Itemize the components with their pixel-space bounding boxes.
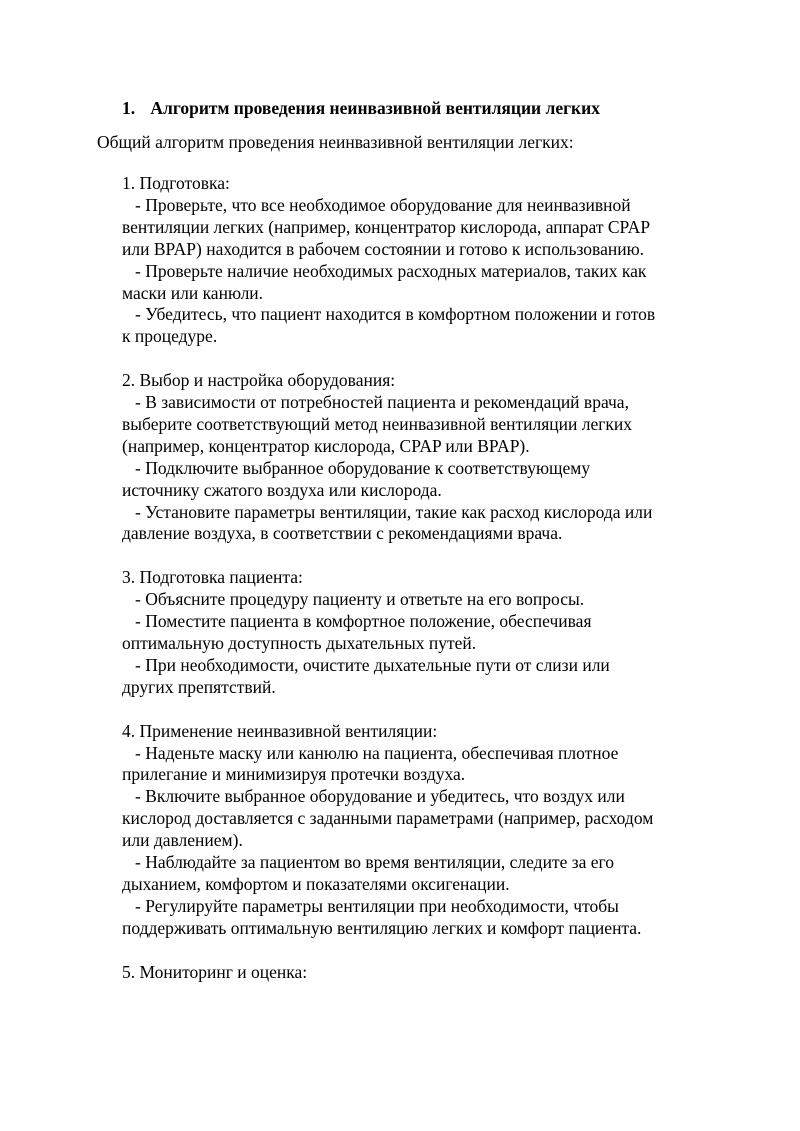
step-line [122,655,722,677]
step-line: кислород доставляется с заданными параметрами (например, расходом [122,808,654,829]
section-title: 2. Выбор и настройка оборудования: [122,370,396,391]
section-title: 1. Подготовка: [122,173,230,193]
step-line: источнику сжатого воздуха или кислорода. [122,479,442,500]
step-line: выберите соответствующий метод неинвазивной вентиляции легких [122,413,633,434]
section-title: 4. Применение неинвазивной вентиляции: [122,720,438,741]
step-text: - В зависимости от потребностей пациента и рекомендаций врача, [135,392,629,413]
heading-text: Алгоритм проведения неинвазивной вентиляции легких [150,98,600,118]
step-line: других препятствий. [122,676,276,697]
step-item [122,502,722,546]
step-line: или BPAP) находится в рабочем состоянии и готово к использованию. [122,238,645,259]
step-item [122,195,722,261]
step-line: к процедуре. [122,326,218,347]
step-text: - Подключите выбранное оборудование к соответствующему [135,457,591,478]
step-line [122,261,722,283]
step-text: - Объясните процедуру пациенту и ответьте на его вопросы. [135,589,585,610]
step-item [122,786,722,852]
step-line: поддерживать оптимальную вентиляцию легких и комфорт пациента. [122,917,642,938]
step-line [122,611,722,633]
step-item [122,896,722,940]
step-line: прилегание и минимизируя протечки воздуха. [122,764,466,785]
step-item [122,392,722,458]
step-text: - Установите параметры вентиляции, такие как расход кислорода или [135,501,653,522]
step-line: давление воздуха, в соответствии с рекомендациями врача. [122,523,563,544]
step-line [122,852,722,874]
step-line [122,896,722,918]
step-line [122,458,722,480]
step-text: - Убедитесь, что пациент находится в комфортном положении и готов [135,304,656,325]
heading-number: 1. [122,98,136,118]
step-text: - Наденьте маску или канюлю на пациента, обеспечивая плотное [135,742,619,763]
step-text: - Регулируйте параметры вентиляции при необходимости, чтобы [135,895,619,916]
step-line [122,195,722,217]
step-line: маски или канюли. [122,282,264,303]
algorithm-section [122,370,722,545]
algorithm-section [122,173,722,348]
intro-paragraph: Общий алгоритм проведения неинвазивной вентиляции легких: [97,132,574,152]
section-heading [122,96,600,120]
algorithm-section [122,567,722,698]
section-title: 5. Мониторинг и оценка: [122,961,308,982]
step-text: - Поместите пациента в комфортное положение, обеспечивая [135,611,592,632]
step-item [122,655,722,699]
algorithm-section [122,962,722,984]
step-line: дыханием, комфортом и показателями оксигенации. [122,873,510,894]
step-item [122,611,722,655]
algorithm-steps [122,173,722,1005]
step-line [122,392,722,414]
step-item [122,304,722,348]
step-line [122,502,722,524]
step-item [122,589,722,611]
step-text: - При необходимости, очистите дыхательные пути от слизи или [135,654,610,675]
step-line [122,304,722,326]
step-line [122,786,722,808]
step-line: оптимальную доступность дыхательных путей. [122,633,477,653]
step-line [122,743,722,765]
step-line: вентиляции легких (например, концентратор кислорода, аппарат CPAP [122,216,651,237]
step-item [122,458,722,502]
step-item [122,852,722,896]
step-text: - Проверьте наличие необходимых расходных материалов, таких как [135,260,647,281]
section-title: 3. Подготовка пациента: [122,567,303,588]
algorithm-section [122,721,722,940]
step-text: - Включите выбранное оборудование и убедитесь, что воздух или [135,786,625,807]
step-item [122,261,722,305]
step-line: или давлением). [122,830,243,851]
step-line [122,589,722,611]
step-text: - Наблюдайте за пациентом во время вентиляции, следите за его [135,852,615,873]
step-line: (например, концентратор кислорода, CPAP или BPAP). [122,435,530,456]
step-text: - Проверьте, что все необходимое оборудование для неинвазивной [135,194,631,215]
step-item [122,743,722,787]
